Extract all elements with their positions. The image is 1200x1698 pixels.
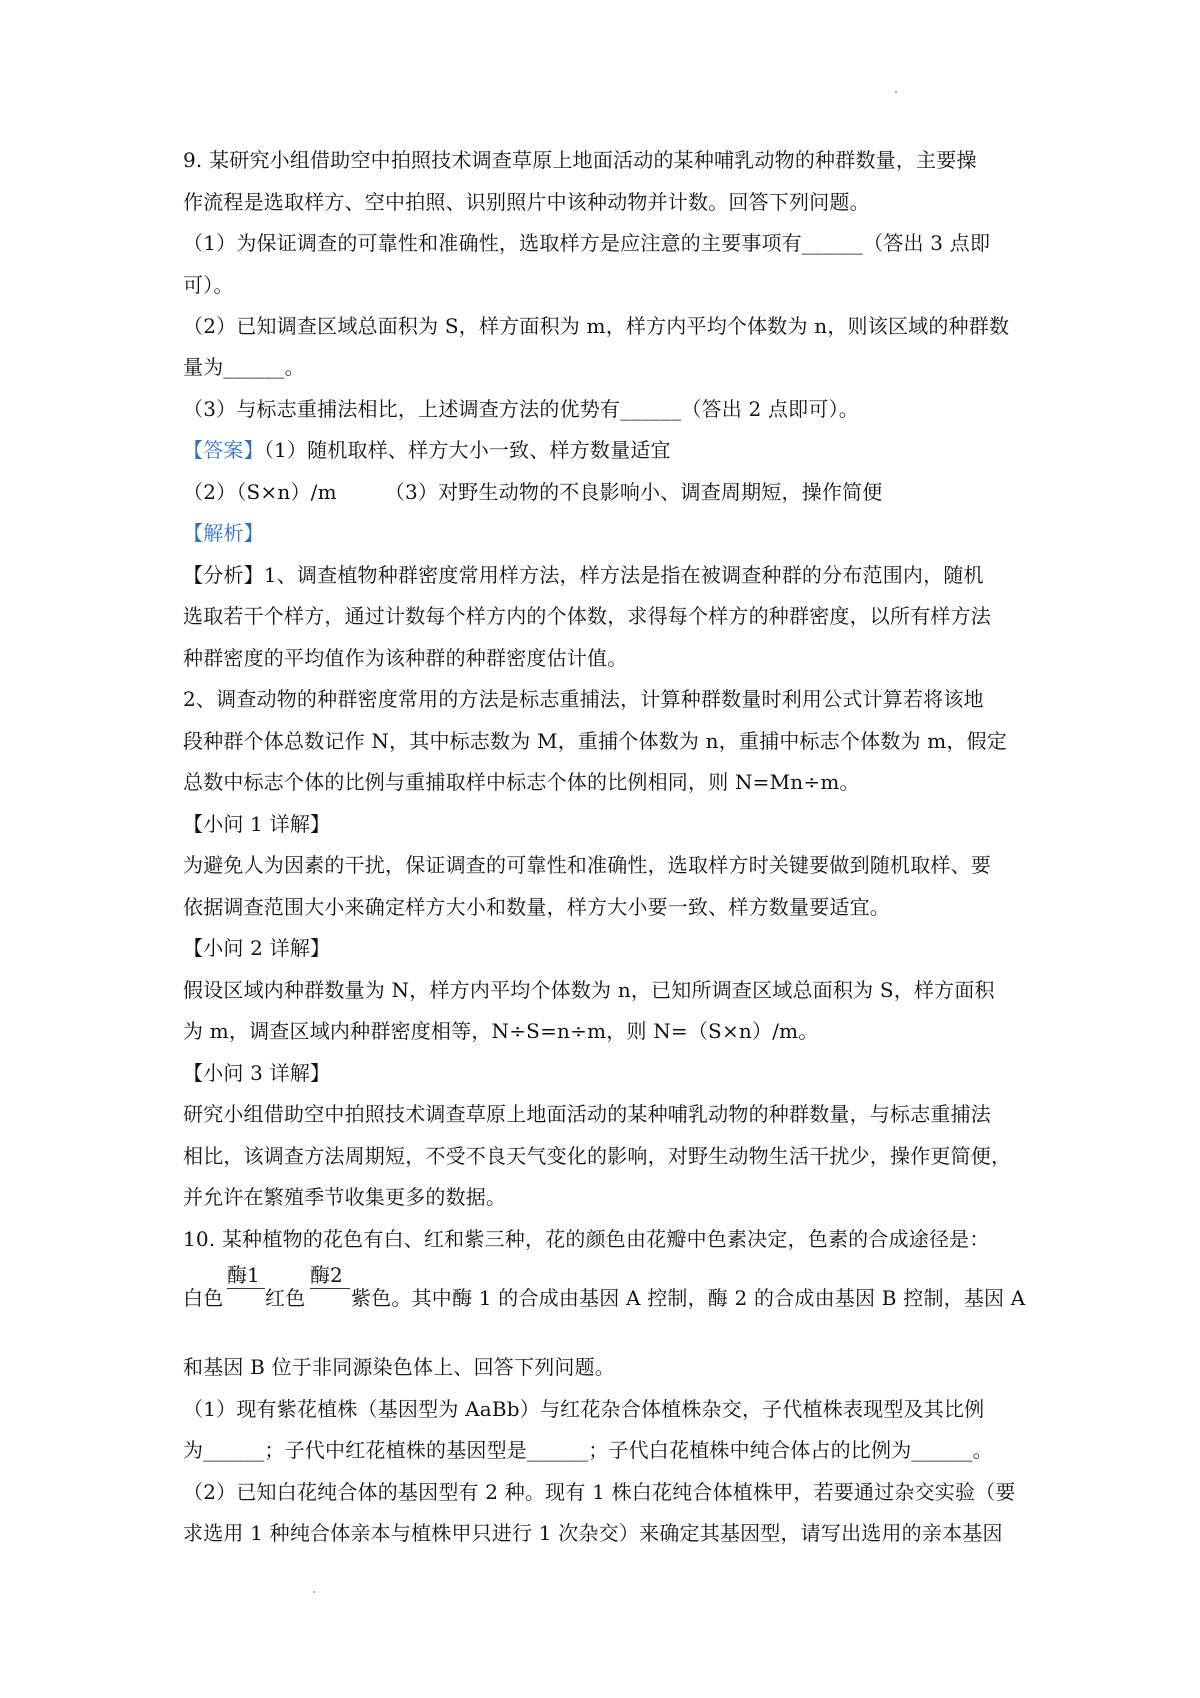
subquestion-1-line-2: 依据调查范围大小来确定样方大小和数量，样方大小要一致、样方数量要适宜。 bbox=[183, 895, 890, 919]
analysis-line-2: 选取若干个样方，通过计数每个样方内的个体数，求得每个样方的种群密度，以所有样方法 bbox=[183, 604, 991, 628]
q10-stem-line-3: 和基因 B 位于非同源染色体上、回答下列问题。 bbox=[183, 1355, 616, 1379]
answer-part3: （3）对野生动物的不良影响小、调查周期短，操作简便 bbox=[384, 480, 883, 504]
subquestion-2-line-1: 假设区域内种群数量为 N，样方内平均个体数为 n，已知所调查区域总面积为 S，样方面积 bbox=[183, 978, 995, 1002]
analysis-line-3: 种群密度的平均值作为该种群的种群密度估计值。 bbox=[183, 646, 628, 670]
answer-part1: （1）随机取样、样方大小一致、样方数量适宜 bbox=[263, 438, 671, 462]
subquestion-3-heading: 【小问 3 详解】 bbox=[183, 1061, 331, 1085]
subquestion-2-line-2: 为 m，调查区域内种群密度相等，N÷S=n÷m，则 N=（S×n）/m。 bbox=[183, 1019, 819, 1043]
analysis-tag: 【解析】 bbox=[183, 521, 264, 545]
q10-part1-line-2: 为______；子代中红花植株的基因型是______；子代白花植株中纯合体占的比例为______。 bbox=[183, 1438, 993, 1462]
subquestion-3-line-2: 相比，该调查方法周期短，不受不良天气变化的影响，对野生动物生活干扰少，操作更简便， bbox=[183, 1144, 1012, 1168]
answer-row-2 bbox=[183, 477, 1033, 507]
subquestion-1-line-1: 为避免人为因素的干扰，保证调查的可靠性和准确性，选取样方时关键要做到随机取样、要 bbox=[183, 853, 991, 877]
enzyme-1-line bbox=[227, 1288, 265, 1289]
q9-stem-line-1: 9. 某研究小组借助空中拍照技术调查草原上地面活动的某种哺乳动物的种群数量，主要操 bbox=[183, 148, 977, 172]
subquestion-3-line-1: 研究小组借助空中拍照技术调查草原上地面活动的某种哺乳动物的种群数量，与标志重捕法 bbox=[183, 1102, 991, 1126]
subquestion-3-line-3: 并允许在繁殖季节收集更多的数据。 bbox=[183, 1185, 507, 1209]
scan-speck-bottom bbox=[313, 1591, 315, 1593]
enzyme-1-arrow-label bbox=[227, 1262, 265, 1290]
q10-part2-line-2: 求选用 1 种纯合体亲本与植株甲只进行 1 次杂交）来确定其基因型，请写出选用的亲本基因 bbox=[183, 1521, 1003, 1545]
analysis-line-5: 段种群个体总数记作 N，其中标志数为 M，重捕个体数为 n，重捕中标志个体数为 m，假定 bbox=[183, 729, 1008, 753]
subquestion-1-heading: 【小问 1 详解】 bbox=[183, 812, 331, 836]
analysis-line-1: 【分析】1、调查植物种群密度常用样方法，样方法是指在被调查种群的分布范围内，随机 bbox=[183, 563, 984, 587]
analysis-line-4: 2、调查动物的种群密度常用的方法是标志重捕法，计算种群数量时利用公式计算若将该地 bbox=[183, 687, 984, 711]
q9-stem-line-2: 作流程是选取样方、空中拍照、识别照片中该种动物并计数。回答下列问题。 bbox=[183, 190, 870, 214]
q9-part1-line-1: （1）为保证调查的可靠性和准确性，选取样方是应注意的主要事项有______（答出 3 点即 bbox=[183, 231, 991, 255]
enzyme-2-label: 酶2 bbox=[310, 1263, 343, 1287]
q9-part2-line-2: 量为______。 bbox=[183, 355, 305, 379]
answer-part2: （2）（S×n）/m bbox=[183, 480, 337, 504]
enzyme-2-line bbox=[310, 1288, 350, 1289]
q9-part2-line-1: （2）已知调查区域总面积为 S，样方面积为 m，样方内平均个体数为 n，则该区域的种群数 bbox=[183, 314, 1010, 338]
q9-part3: （3）与标志重捕法相比，上述调查方法的优势有______（答出 2 点即可）。 bbox=[183, 397, 859, 421]
subquestion-2-heading: 【小问 2 详解】 bbox=[183, 936, 331, 960]
q10-part2-line-1: （2）已知白花纯合体的基因型有 2 种。现有 1 株白花纯合体植株甲，若要通过杂交实验（要 bbox=[183, 1480, 1016, 1504]
q10-part1-line-1: （1）现有紫花植株（基因型为 AaBb）与红花杂合体植株杂交，子代植株表现型及其比例 bbox=[183, 1397, 985, 1421]
enzyme-2-arrow-label bbox=[310, 1262, 350, 1290]
q10-pathway-start: 白色 bbox=[183, 1286, 224, 1310]
q9-part1-line-2: 可）。 bbox=[183, 273, 234, 297]
analysis-line-6: 总数中标志个体的比例与重捕取样中标志个体的比例相同，则 N=Mn÷m。 bbox=[183, 770, 860, 794]
scan-speck-top bbox=[895, 91, 897, 93]
answer-row bbox=[183, 435, 1033, 465]
q10-pathway-rest: 紫色。其中酶 1 的合成由基因 A 控制，酶 2 的合成由基因 B 控制，基因 A bbox=[351, 1286, 1026, 1310]
enzyme-1-label: 酶1 bbox=[227, 1263, 260, 1287]
answer-tag: 【答案】 bbox=[183, 438, 264, 462]
q10-stem-line-1: 10. 某种植物的花色有白、红和紫三种，花的颜色由花瓣中色素决定，色素的合成途径是： bbox=[183, 1227, 990, 1251]
q10-pathway-middle: 红色 bbox=[265, 1286, 306, 1310]
